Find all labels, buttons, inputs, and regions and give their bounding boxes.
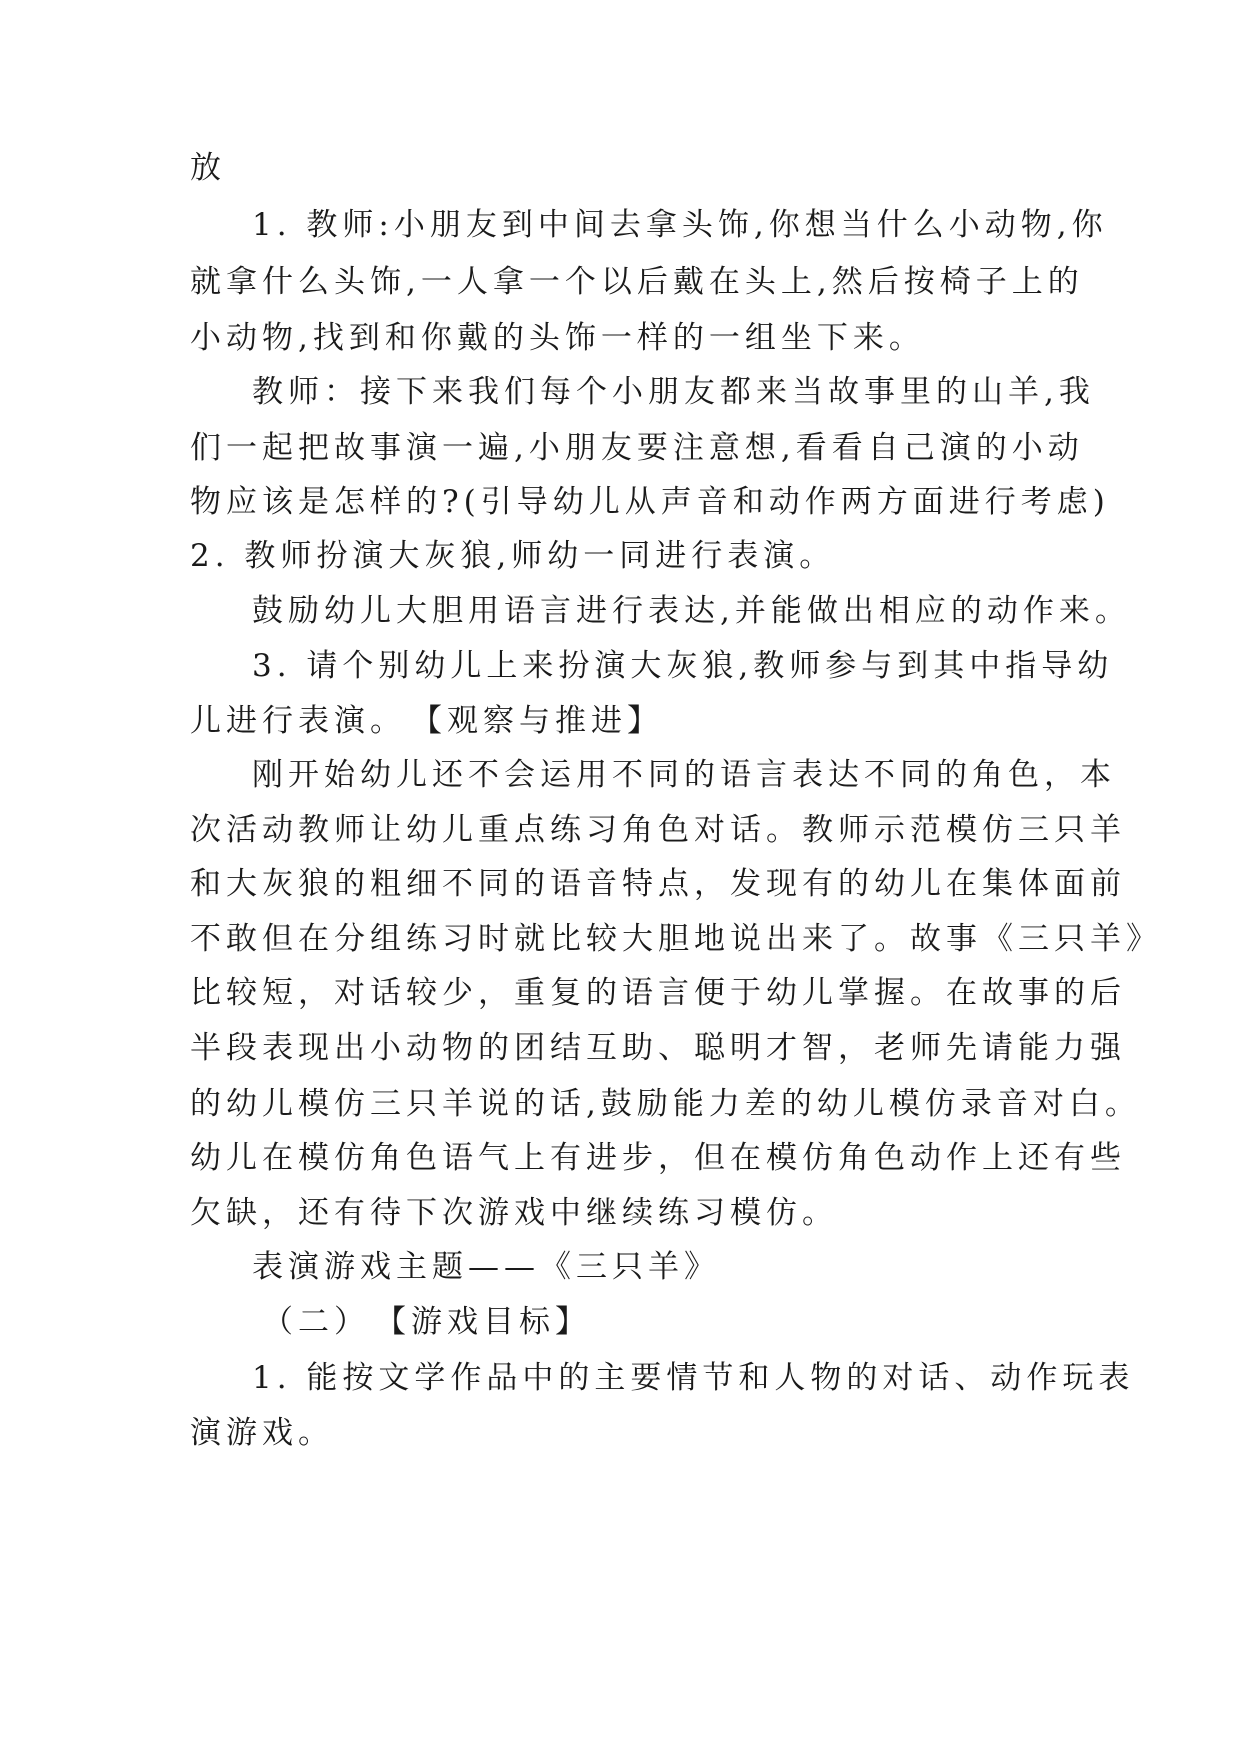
text-line: 和大灰狼的粗细不同的语音特点，发现有的幼儿在集体面前 [190,866,1126,902]
text-line: 欠缺，还有待下次游戏中继续练习模仿。 [190,1195,838,1231]
text-line: 的幼儿模仿三只羊说的话,鼓励能力差的幼儿模仿录音对白。 [190,1086,1141,1122]
text-line: 教师：接下来我们每个小朋友都来当故事里的山羊,我 [252,374,1095,410]
text-line: 半段表现出小动物的团结互助、聪明才智，老师先请能力强 [190,1030,1126,1066]
text-line: 幼儿在模仿角色语气上有进步，但在模仿角色动作上还有些 [190,1140,1126,1176]
text-line: 不敢但在分组练习时就比较大胆地说出来了。故事《三只羊》 [190,921,1162,957]
text-line: 刚开始幼儿还不会运用不同的语言表达不同的角色，本 [252,757,1116,793]
text-line: 鼓励幼儿大胆用语言进行表达,并能做出相应的动作来。 [252,593,1131,629]
text-line: 就拿什么头饰,一人拿一个以后戴在头上,然后按椅子上的 [190,264,1084,300]
text-line: 物应该是怎样的?(引导幼儿从声音和动作两方面进行考虑) [190,484,1110,520]
text-line: 们一起把故事演一遍,小朋友要注意想,看看自己演的小动 [190,430,1084,466]
text-line: 放 [190,150,226,186]
text-line: 小动物,找到和你戴的头饰一样的一组坐下来。 [190,320,925,356]
text-line: 演游戏。 [190,1415,334,1451]
text-line: 1. 能按文学作品中的主要情节和人物的对话、动作玩表 [252,1360,1135,1396]
text-line: 比较短，对话较少，重复的语言便于幼儿掌握。在故事的后 [190,975,1126,1011]
section-heading: （二） 【游戏目标】 [262,1304,591,1340]
text-line: 儿进行表演。 【观察与推进】 [190,703,663,739]
text-line: 3. 请个别幼儿上来扮演大灰狼,教师参与到其中指导幼 [252,648,1114,684]
text-line: 次活动教师让幼儿重点练习角色对话。教师示范模仿三只羊 [190,812,1126,848]
text-line: 1. 教师:小朋友到中间去拿头饰,你想当什么小动物,你 [252,207,1108,243]
text-line: 2. 教师扮演大灰狼,师幼一同进行表演。 [190,538,836,574]
section-title: 表演游戏主题——《三只羊》 [252,1249,720,1285]
